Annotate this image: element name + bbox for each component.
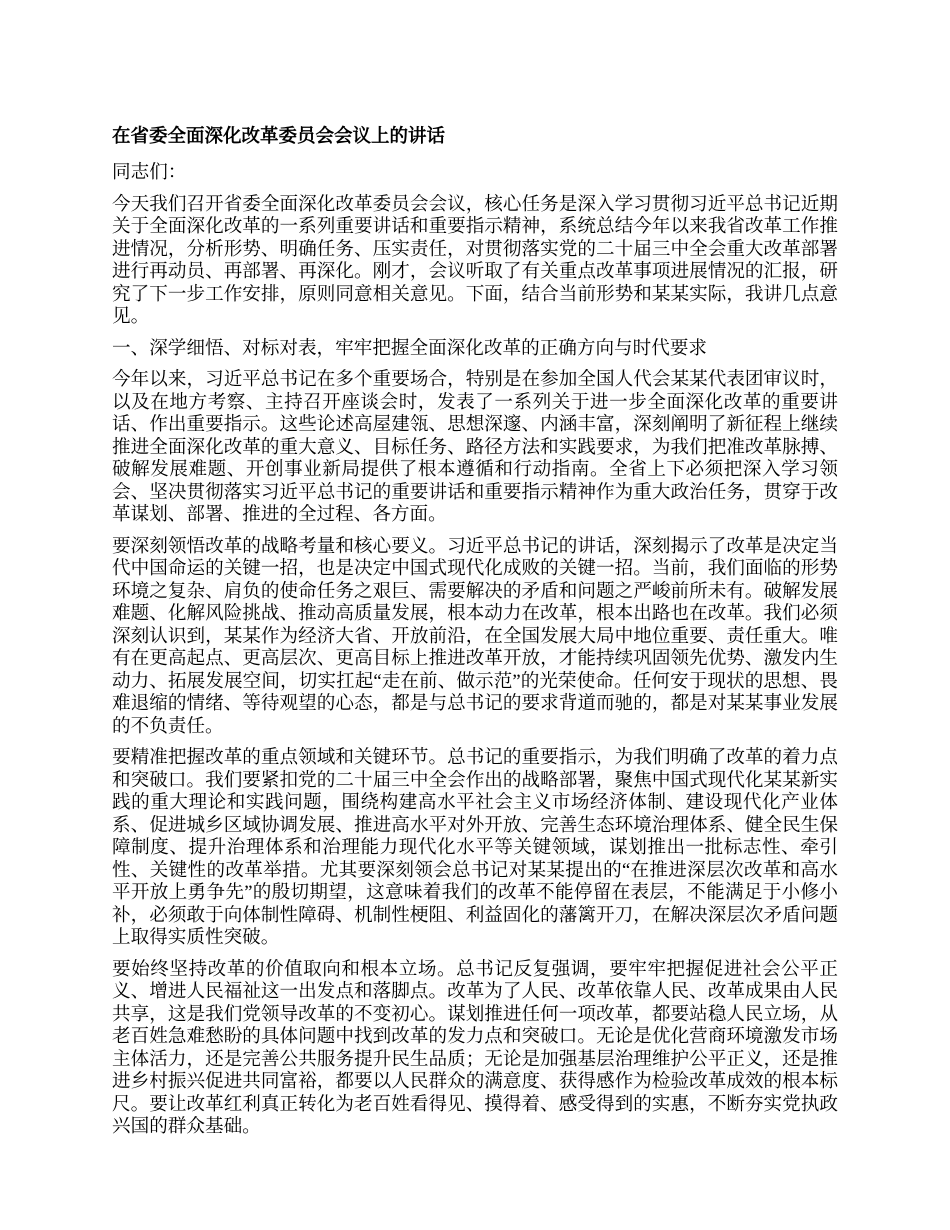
paragraph-key-areas: 要精准把握改革的重点领域和关键环节。总书记的重要指示，为我们明确了改革的着力点和突破口。我们要紧扣党的二十届三中全会作出的战略部署，聚焦中国式现代化某某新实践的重大理论和实践问题，围绕构建高水平社会主义市场经济体制、建设现代化产业体系、促进城乡区域协调发展、推进高水平对外开放、完善生态环境治理体系、健全民生保障制度、提升治理体系和治理能力现代化水平等关键领域，谋划推出一批标志性、牵引性、关键性的改革举措。尤其要深刻领会总书记对某某提出的“在推进深层次改革和高水平开放上勇争先”的殷切期望，这意味着我们的改革不能停留在表层，不能满足于小修小补，必须敢于向体制性障碍、机制性梗阻、利益固化的藩篱开刀，在解决深层次矛盾问题上取得实质性突破。: [112, 747, 838, 948]
paragraph-study-directives: 今年以来，习近平总书记在多个重要场合，特别是在参加全国人代会某某代表团审议时，以及在地方考察、主持召开座谈会时，发表了一系列关于进一步全面深化改革的重要讲话、作出重要指示。这些论述高屋建瓴、思想深邃、内涵丰富，深刻阐明了新征程上继续推进全面深化改革的重大意义、目标任务、路径方法和实践要求，为我们把准改革脉搏、破解发展难题、开创事业新局提供了根本遵循和行动指南。全省上下必须把深入学习领会、坚决贯彻落实习近平总书记的重要讲话和重要指示精神作为重大政治任务，贯穿于改革谋划、部署、推进的全过程、各方面。: [112, 369, 838, 525]
document-title: 在省委全面深化改革委员会会议上的讲话: [112, 127, 446, 147]
paragraph-intro: 今天我们召开省委全面深化改革委员会会议，核心任务是深入学习贯彻习近平总书记近期关于全面深化改革的一系列重要讲话和重要指示精神，系统总结今年以来我省改革工作推进情况，分析形势、明确任务、压实责任，对贯彻落实党的二十届三中全会重大改革部署进行再动员、再部署、再深化。刚才，会议听取了有关重点改革事项进展情况的汇报，研究了下一步工作安排，原则同意相关意见。下面，结合当前形势和某某实际，我讲几点意见。: [112, 193, 838, 327]
paragraph-strategic-significance: 要深刻领悟改革的战略考量和核心要义。习近平总书记的讲话，深刻揭示了改革是决定当代中国命运的关键一招，也是决定中国式现代化成败的关键一招。当前，我们面临的形势环境之复杂、肩负的使命任务之艰巨、需要解决的矛盾和问题之严峻前所未有。破解发展难题、化解风险挑战、推动高质量发展，根本动力在改革，根本出路也在改革。我们必须深刻认识到，某某作为经济大省、开放前沿，在全国发展大局中地位重要、责任重大。唯有在更高起点、更高层次、更高目标上推进改革开放，才能持续巩固领先优势、激发内生动力、拓展发展空间，切实扛起“走在前、做示范”的光荣使命。任何安于现状的思想、畏难退缩的情绪、等待观望的心态，都是与总书记的要求背道而驰的，都是对某某事业发展的不负责任。: [112, 535, 838, 737]
section-1-heading: 一、深学细悟、对标对表，牢牢把握全面深化改革的正确方向与时代要求: [112, 337, 708, 359]
salutation: 同志们：: [112, 162, 187, 183]
paragraph-people-stance: 要始终坚持改革的价值取向和根本立场。总书记反复强调，要牢牢把握促进社会公平正义、增进人民福祉这一出发点和落脚点。改革为了人民、改革依靠人民、改革成果由人民共享，这是我们党领导改革的不变初心。谋划推进任何一项改革，都要站稳人民立场，从老百姓急难愁盼的具体问题中找到改革的发力点和突破口。无论是优化营商环境激发市场主体活力，还是完善公共服务提升民生品质；无论是加强基层治理维护公平正义，还是推进乡村振兴促进共同富裕，都要以人民群众的满意度、获得感作为检验改革成效的根本标尺。要让改革红利真正转化为老百姓看得见、摸得着、感受得到的实惠，不断夯实党执政兴国的群众基础。: [112, 958, 838, 1137]
